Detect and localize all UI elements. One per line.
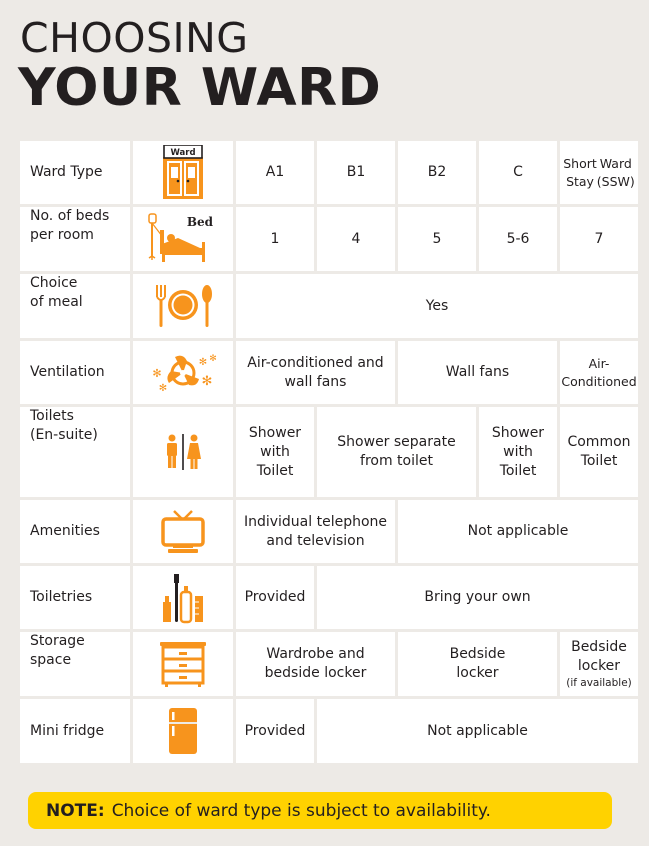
- svg-text:✻: ✻: [198, 356, 208, 368]
- toilets-c: Shower with Toilet: [479, 407, 557, 497]
- note-prefix: NOTE:: [46, 800, 105, 821]
- fridge-icon: [133, 699, 233, 763]
- beds-b1: 4: [317, 207, 395, 271]
- beds-c: 5-6: [479, 207, 557, 271]
- ward-door-icon: [133, 141, 233, 204]
- note-text: Choice of ward type is subject to availability.: [111, 800, 491, 821]
- storage-b2-c: Bedside locker: [398, 632, 557, 696]
- fridge-a1: Provided: [236, 699, 314, 763]
- storage-ssw: Bedside locker (if available): [560, 632, 638, 696]
- bed-label-text: Bed: [186, 215, 214, 229]
- toilets-b1-b2: Shower separate from toilet: [317, 407, 476, 497]
- amenities-a1-b1: Individual telephone and television: [236, 500, 395, 563]
- label-ventilation: Ventilation: [20, 341, 130, 404]
- ward-table: [20, 141, 637, 763]
- toilets-ssw: Common Toilet: [560, 407, 638, 497]
- vent-b2-c: Wall fans: [398, 341, 557, 404]
- amenities-rest: Not applicable: [398, 500, 638, 563]
- ward-type-b1: B1: [317, 141, 395, 204]
- fridge-rest: Not applicable: [317, 699, 638, 763]
- toiletries-icon: [133, 566, 233, 629]
- label-toiletries: Toiletries: [20, 566, 130, 629]
- ward-type-ssw: Short Stay Ward (SSW): [560, 141, 638, 204]
- svg-text:✻: ✻: [152, 366, 162, 380]
- label-storage: Storage space: [20, 632, 130, 696]
- toiletries-a1: Provided: [236, 566, 314, 629]
- plate-cutlery-icon: [133, 274, 233, 338]
- storage-a1-b1: Wardrobe and bedside locker: [236, 632, 395, 696]
- title-line-1: CHOOSING: [20, 14, 249, 62]
- vent-ssw: Air- Conditioned: [560, 341, 638, 404]
- toilet-sign-icon: [133, 407, 233, 497]
- note-banner: [28, 792, 612, 829]
- ward-type-c: C: [479, 141, 557, 204]
- meal-all: Yes: [236, 274, 638, 338]
- title-line-2: YOUR WARD: [18, 58, 382, 118]
- fan-snowflake-icon: [133, 341, 233, 404]
- ward-type-b2: B2: [398, 141, 476, 204]
- label-ward-type: Ward Type: [20, 141, 130, 204]
- beds-b2: 5: [398, 207, 476, 271]
- toilets-a1: Shower with Toilet: [236, 407, 314, 497]
- svg-text:✻: ✻: [201, 373, 213, 389]
- ward-sign-text: Ward: [170, 147, 196, 158]
- drawer-cabinet-icon: [133, 632, 233, 696]
- beds-a1: 1: [236, 207, 314, 271]
- ward-type-a1: A1: [236, 141, 314, 204]
- vent-a1-b1: Air-conditioned and wall fans: [236, 341, 395, 404]
- bed-icon: [133, 207, 233, 271]
- label-beds: No. of beds per room: [20, 207, 130, 271]
- svg-text:✻: ✻: [209, 353, 217, 364]
- label-fridge: Mini fridge: [20, 699, 130, 763]
- television-icon: [133, 500, 233, 563]
- beds-ssw: 7: [560, 207, 638, 271]
- label-toilets: Toilets (En-suite): [20, 407, 130, 497]
- toiletries-rest: Bring your own: [317, 566, 638, 629]
- storage-ssw-note: (if available): [566, 677, 632, 689]
- svg-text:✻: ✻: [158, 382, 168, 394]
- label-amenities: Amenities: [20, 500, 130, 563]
- label-meal: Choice of meal: [20, 274, 130, 338]
